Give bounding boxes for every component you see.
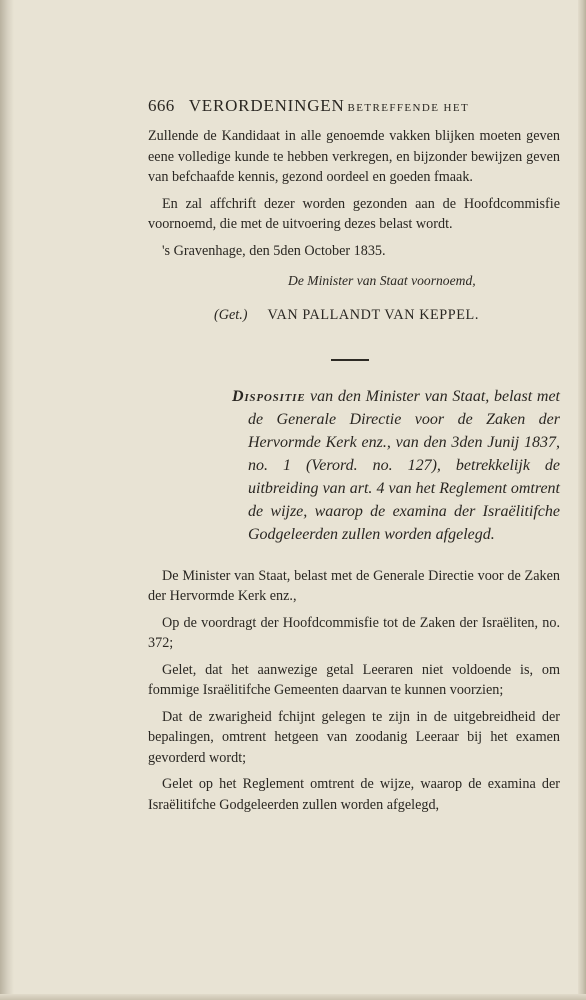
page-number: 666 xyxy=(148,96,175,115)
disposition-body xyxy=(148,566,560,816)
page-bottom-edge xyxy=(0,994,586,1000)
minister-line: De Minister van Staat voornoemd, xyxy=(288,272,476,288)
paragraph-minister: De Minister van Staat, belast met de Generale Directie voor de Zaken der Hervormde Kerk enz., xyxy=(148,567,560,604)
signature-name: VAN PALLANDT VAN KEPPEL. xyxy=(267,306,479,323)
section-heading xyxy=(232,385,560,546)
paragraph-gelet-reglement: Gelet op het Reglement omtrent de wijze, waarop de examina der Israëlitifche Godgeleerden zullen worden afgelegd, xyxy=(148,776,560,813)
page-edge xyxy=(578,0,586,1000)
paragraph-zwarigheid: Dat de zwarigheid fchijnt gelegen te zijn in de uitgebreidheid der bepalingen, omtrent hetgeen van zoodanig Leeraar bij het examen gevorderd wordt; xyxy=(148,708,560,766)
heading-lead: Dispositie xyxy=(232,387,306,405)
paragraph-gelet-leeraren: Gelet, dat het aanwezige getal Leeraren niet voldoende is, om fommige Israëlitifche Gemeenten daarvan te kunnen voorzien; xyxy=(148,661,560,698)
date-line: 's Gravenhage, den 5den October 1835. xyxy=(162,242,386,259)
running-header xyxy=(148,96,560,118)
paragraph-voordragt: Op de voordragt der Hoofdcommisfie tot de Zaken der Israëliten, no. 372; xyxy=(148,614,560,651)
header-title: VERORDENINGEN xyxy=(188,96,345,115)
header-title-small: BETREFFENDE HET xyxy=(347,102,470,114)
binding-shadow xyxy=(0,0,14,1000)
signature-line xyxy=(214,305,560,325)
paragraph-affchrift: En zal affchrift dezer worden gezonden aan de Hoofdcommisfie voornoemd, die met de uitvoering dezes belast wordt. xyxy=(148,195,560,232)
heading-text: van den Minister van Staat, belast met de Generale Directie voor de Zaken der Hervormde Kerk enz., van den 3den Junij 1837, no. 1 (Verord. no. 127), betrekkelijk de uitbreiding van art. 4 van het Reglement omtrent de wijze, waarop de examina der Israëlitifche Godgeleerden zullen worden afgelegd. xyxy=(248,387,560,543)
section-divider xyxy=(331,359,369,361)
book-page xyxy=(148,96,560,821)
signature-get: (Get.) xyxy=(214,306,248,323)
paragraph-kandidaat: Zullende de Kandidaat in alle genoemde vakken blijken moeten geven eene volledige kunde te hebben verkregen, en bijzonder bewijzen geven van befchaafde kennis, gezond oordeel en goeden fmaak. xyxy=(148,128,560,185)
